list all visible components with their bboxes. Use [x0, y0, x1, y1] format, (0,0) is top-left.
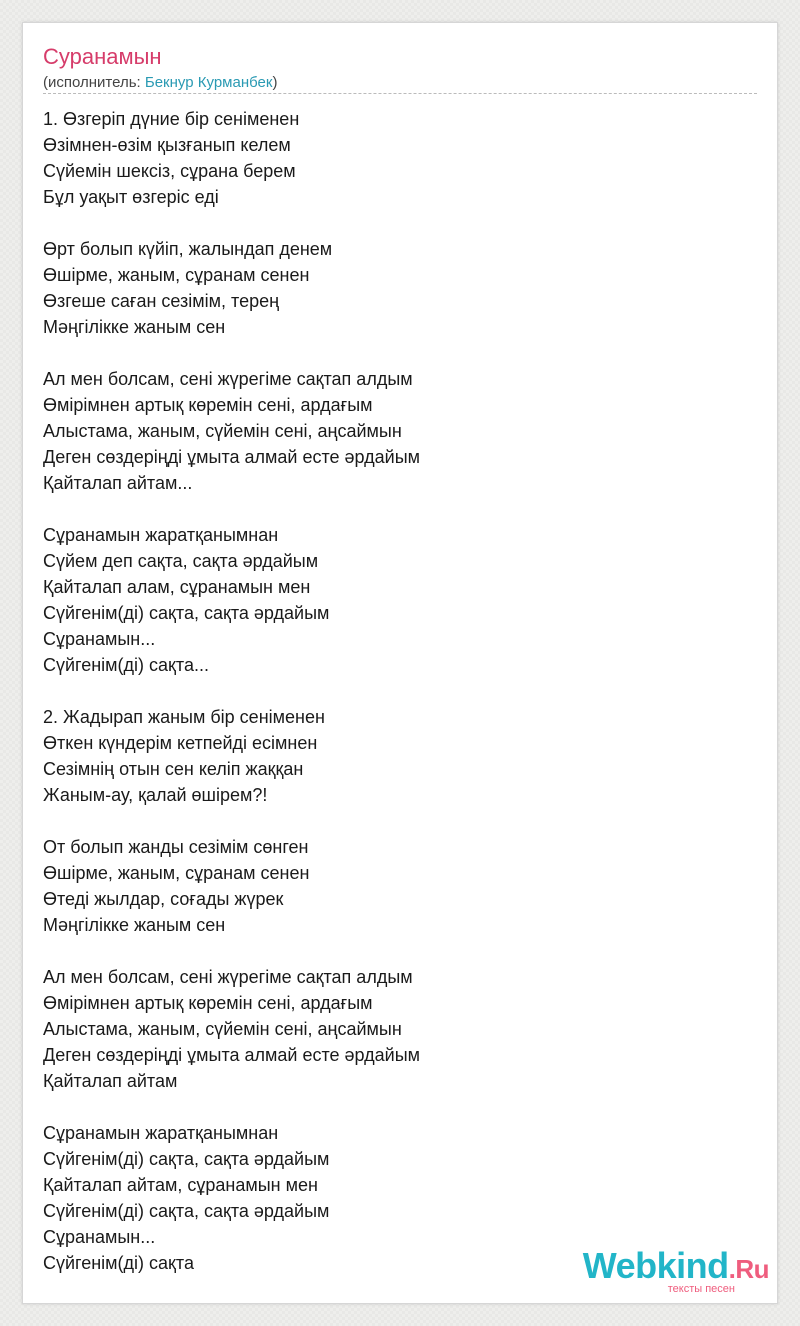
lyric-line: Өмірімнен артық көремін сені, ардағым — [43, 993, 373, 1013]
lyric-line: Сүйгенім(ді) сақта, сақта әрдайым — [43, 1149, 330, 1169]
lyric-line: Сүйгенім(ді) сақта, сақта әрдайым — [43, 1201, 330, 1221]
lyrics-stanza — [43, 834, 743, 938]
logo-suffix-text: .Ru — [728, 1254, 769, 1284]
lyric-line: Өрт болып күйіп, жалындап денем — [43, 239, 333, 259]
lyric-line: Бұл уақыт өзгеріс еді — [43, 187, 219, 207]
lyric-line: Мәңгілікке жаным сен — [43, 317, 226, 337]
lyric-line: Өзгеше саған сезімім, терең — [43, 291, 280, 311]
lyric-line: Алыстама, жаным, сүйемін сені, аңсаймын — [43, 1019, 402, 1039]
lyric-line: Қайталап айтам — [43, 1071, 178, 1091]
lyric-line: Ал мен болсам, сені жүрегіме сақтап алдым — [43, 369, 413, 389]
lyric-line: Деген сөздеріңді ұмыта алмай есте әрдайым — [43, 1045, 421, 1065]
logo-main-text: Webkind — [582, 1245, 729, 1286]
lyric-line: Сүйемін шексіз, сұрана берем — [43, 161, 296, 181]
lyrics-stanza — [43, 522, 743, 678]
lyric-line: Сұранамын... — [43, 629, 156, 649]
lyric-line: Сұранамын жаратқанымнан — [43, 1123, 279, 1143]
lyrics-stanza — [43, 366, 743, 496]
lyric-line: Өзімнен-өзім қызғанып келем — [43, 135, 291, 155]
lyric-line: От болып жанды сезімім сөнген — [43, 837, 309, 857]
lyric-line: Өткен күндерім кетпейді есімнен — [43, 733, 318, 753]
lyric-line: Сүйем деп сақта, сақта әрдайым — [43, 551, 319, 571]
lyric-line: Өтеді жылдар, соғады жүрек — [43, 889, 284, 909]
lyric-line: Қайталап алам, сұранамын мен — [43, 577, 311, 597]
lyric-line: Сезімнің отын сен келіп жаққан — [43, 759, 304, 779]
logo-tagline: тексты песен — [667, 1283, 735, 1295]
lyric-line: Өшірме, жаным, сұранам сенен — [43, 265, 310, 285]
lyric-line: Алыстама, жаным, сүйемін сені, аңсаймын — [43, 421, 402, 441]
lyric-line: Өшірме, жаным, сұранам сенен — [43, 863, 310, 883]
lyric-line: Сүйгенім(ді) сақта — [43, 1253, 194, 1273]
lyrics-stanza — [43, 964, 743, 1094]
artist-link[interactable]: Бекнур Курманбек — [144, 74, 273, 91]
lyric-line: Қайталап айтам... — [43, 473, 193, 493]
artist-suffix: ) — [272, 74, 278, 91]
lyrics-stanza — [43, 106, 743, 210]
lyric-line: Қайталап айтам, сұранамын мен — [43, 1175, 318, 1195]
webkind-logo[interactable] — [582, 1245, 769, 1295]
lyric-line: Сүйгенім(ді) сақта, сақта әрдайым — [43, 603, 330, 623]
lyrics-card — [22, 22, 778, 1304]
lyric-line: Сұранамын... — [43, 1227, 156, 1247]
lyric-line: Мәңгілікке жаным сен — [43, 915, 226, 935]
lyrics-text — [43, 106, 743, 1302]
artist-prefix: (исполнитель: — [43, 74, 145, 91]
artist-line — [43, 73, 277, 93]
lyric-line: Өмірімнен артық көремін сені, ардағым — [43, 395, 373, 415]
lyrics-stanza — [43, 236, 743, 340]
lyrics-stanza — [43, 704, 743, 808]
lyric-line: Ал мен болсам, сені жүрегіме сақтап алдым — [43, 967, 413, 987]
lyric-line: 1. Өзгеріп дүние бір сеніменен — [43, 109, 300, 129]
song-title: Суранамын — [43, 44, 162, 69]
lyric-line: Сүйгенім(ді) сақта... — [43, 655, 209, 675]
lyric-line: Жаным-ау, қалай өшірем?! — [43, 785, 268, 805]
lyric-line: Сұранамын жаратқанымнан — [43, 525, 279, 545]
lyric-line: Деген сөздеріңді ұмыта алмай есте әрдайым — [43, 447, 421, 467]
logo-wordmark — [582, 1245, 769, 1286]
lyric-line: 2. Жадырап жаным бір сеніменен — [43, 707, 325, 727]
title-divider — [43, 93, 757, 94]
